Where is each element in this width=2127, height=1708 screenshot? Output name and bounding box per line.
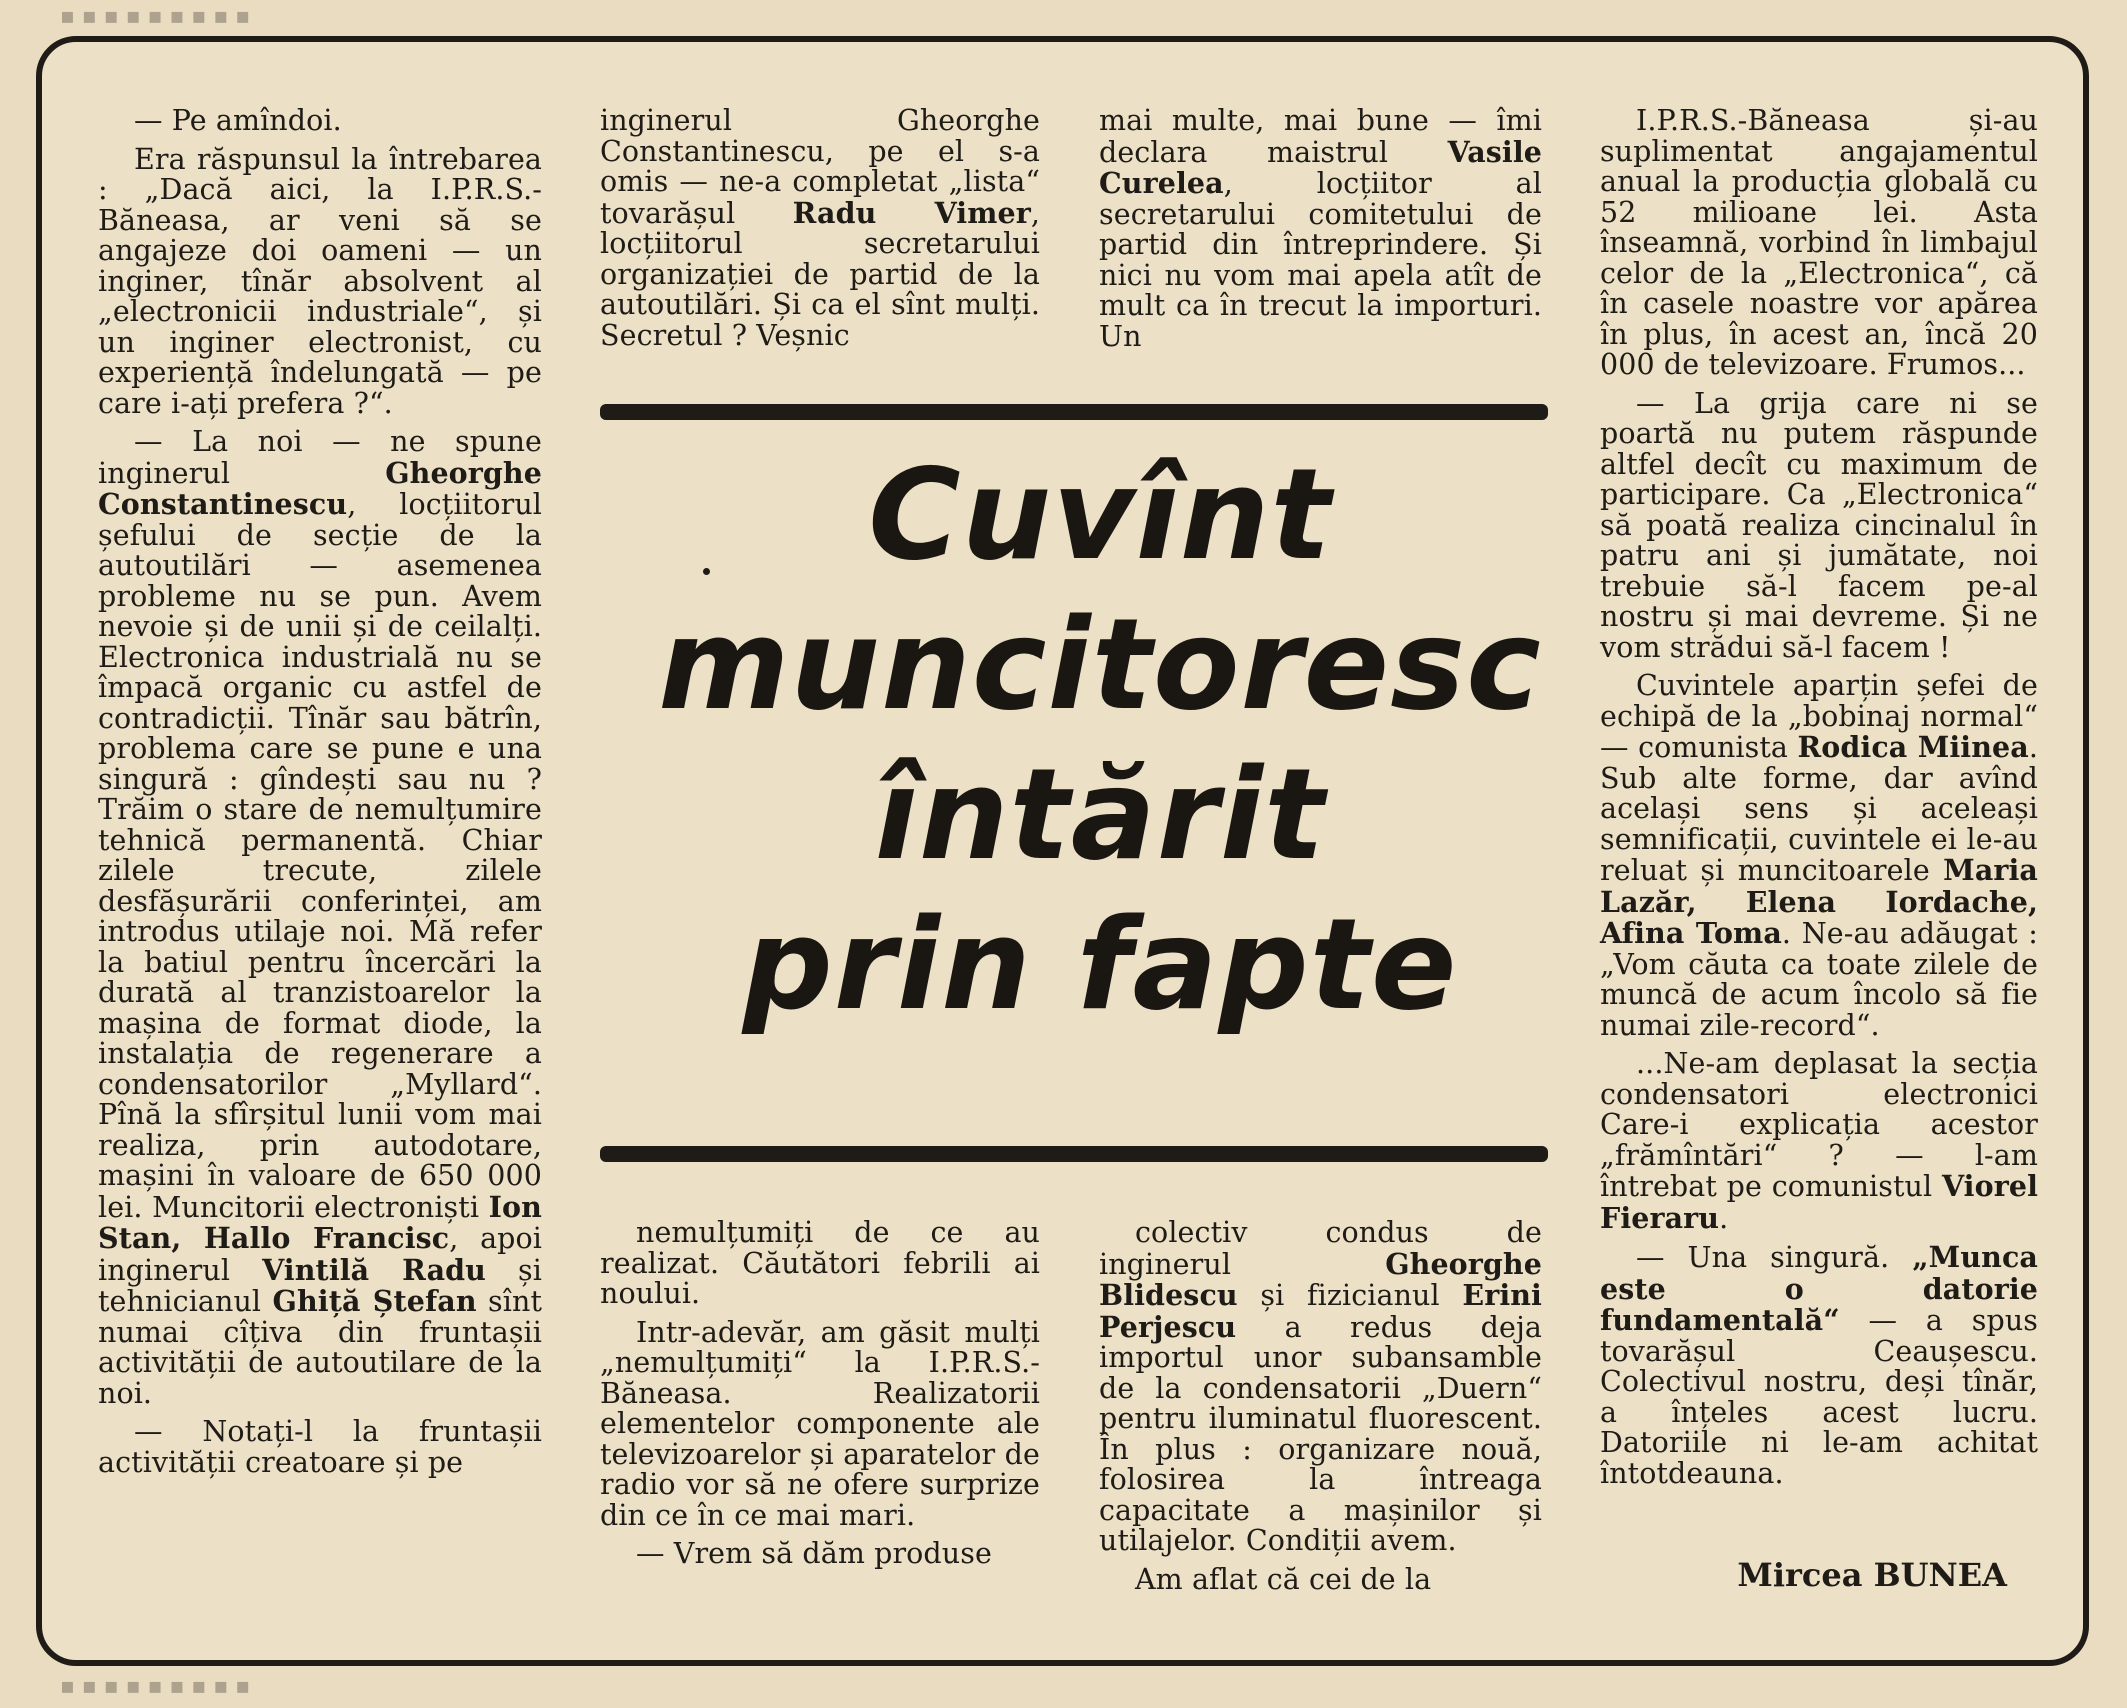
headline-line-4: prin fapte [742, 891, 1458, 1038]
paragraph: Am aflat că cei de la [1135, 1562, 1432, 1596]
paragraph: — Pe amîndoi. [134, 104, 342, 137]
headline [600, 440, 1600, 1040]
bold-name: Gheorghe Constantinescu [98, 455, 542, 521]
column-3-bottom [1099, 1218, 1542, 1595]
headline-line-2: muncitoresc [658, 591, 1542, 738]
paragraph: — La noi — ne spune inginerul Gheorghe Constantinescu, locțiitorul șefului de secție de la autoutilări — asemenea probleme nu se pun. Avem nevoie și de unii și de ceilalți. Electronica industrială nu se împacă organic cu astfel de contradicții. Tînăr sau bătrîn, problema care se pune e una singură : gîndești sau nu ? Trăim o stare de nemulțumire tehnică permanentă. Chiar zilele trecute, zilele desfășurării conferinței, am introdus utilaje noi. Mă refer la batiul pentru încercări la durată al tranzistoarelor la mașina de format diode, la instalația de regenerare a condensatorilor „Myllard“. Pînă la sfîrșitul lunii vom mai realiza, prin autodotare, mașini în valoare de 650 000 lei. Muncitorii electroniști Ion Stan, Hallo Francisc, apoi inginerul Vintilă Radu și tehnicianul Ghiță Ștefan sînt numai cîțiva din fruntașii activității de autoutilare de la noi. [98, 425, 542, 1410]
bold-name: Erini Perjescu [1099, 1278, 1542, 1344]
bold-name: Gheorghe Blidescu [1099, 1246, 1542, 1312]
bold-name: Vasile Curelea [1099, 134, 1542, 200]
column-2-bottom [600, 1218, 1040, 1570]
headline-bottom-rule [600, 1146, 1548, 1162]
paragraph: nemulțumiți de ce au realizat. Căutători febrili ai noului. [600, 1216, 1040, 1310]
column-1 [98, 106, 542, 1478]
bold-name: Maria Lazăr, Elena Iordache, Afina Toma [1600, 853, 2038, 950]
paragraph: I.P.R.S.-Băneasa și-au suplimentat angajamentul anual la producția globală cu 52 milioane lei. Asta înseamnă, vorbind în limbajul celor de la „Electronica“, că în casele noastre vor apărea în plus, în acest an, încă 20 000 de televizoare. Frumos... [1600, 104, 2038, 381]
bold-name: Ghiță Ștefan [272, 1284, 477, 1318]
paragraph: mai multe, mai bune — îmi declara maistrul Vasile Curelea, locțiitor al secretarului comitetului de partid din întreprindere. Și nici nu vom mai apela atît de mult ca în trecut la importuri. Un [1099, 104, 1542, 353]
paragraph: ...Ne-am deplasat la secția condensatori electronici Care-i explicația acestor „frămîntări“ ? — l-am întrebat pe comunistul Viorel Fieraru. [1600, 1047, 2038, 1235]
paragraph: Era răspunsul la întrebarea : „Dacă aici, la I.P.R.S.-Băneasa, ar veni să se angajeze doi oameni — un inginer, tînăr absolvent al „electronicii industriale“, și un inginer electronist, cu experiență îndelungată — pe care i-ați prefera ?“. [98, 142, 542, 420]
column-4 [1600, 106, 2038, 1489]
author-signature: Mircea BUNEA [1737, 1556, 2007, 1594]
bold-name: Viorel Fieraru [1600, 1169, 2038, 1235]
bold-name: Ion Stan, Hallo Francisc [98, 1189, 542, 1255]
bold-name: „Munca este o datorie fundamentală“ [1600, 1240, 2038, 1337]
adjacent-page-edge-top: ▪ ▪ ▪ ▪ ▪ ▪ ▪ ▪ ▪ [60, 4, 251, 29]
column-2-top [600, 106, 1040, 351]
bold-name: Radu Vimer [792, 195, 1031, 230]
column-3-top [1099, 106, 1542, 352]
paragraph: inginerul Gheorghe Constantinescu, pe el s-a omis — ne-a completat „lista“ tovarășul Radu Vimer, locțiitorul secretarului organizației de partid de la autoutilări. Și ca el sînt mulți. Secretul ? Veșnic [600, 104, 1040, 352]
bold-name: Rodica Miinea [1797, 730, 2029, 764]
headline-top-rule [600, 404, 1548, 420]
headline-line-1: Cuvînt [868, 441, 1332, 588]
paragraph: — Una singură. „Munca este o datorie fundamentală“ — a spus tovarășul Ceaușescu. Colectivul nostru, deși tînăr, a înțeles acest lucru. Datoriile ni le-am achitat întotdeauna. [1600, 1240, 2038, 1490]
paragraph: Intr-adevăr, am găsit mulți „nemulțumiți“ la I.P.R.S.-Băneasa. Realizatorii elementelor componente ale televizoarelor și aparatelor de radio vor să ne ofere surprize din ce în ce mai mari. [600, 1315, 1040, 1532]
paragraph: — La grija care ni se poartă nu putem răspunde altfel decît cu maximum de participare. Ca „Electronica“ să poată realiza cincinalul în patru ani și jumătate, noi trebuie să-l facem pe-al nostru și mai devreme. Și ne vom strădui să-l facem ! [1600, 386, 2038, 664]
bold-name: Vintilă Radu [262, 1252, 486, 1287]
paragraph: colectiv condus de inginerul Gheorghe Blidescu și fizicianul Erini Perjescu a redus deja importul unor subansamble de la condensatorii „Duern“ pentru iluminatul fluorescent. În plus : organizare nouă, folosirea la întreaga capacitate a mașinilor și utilajelor. Condiții avem. [1099, 1216, 1542, 1557]
headline-line-3: întărit [874, 741, 1326, 888]
paragraph: — Notați-l la fruntașii activității creatoare și pe [98, 1415, 542, 1479]
paragraph: — Vrem să dăm produse [636, 1537, 992, 1570]
adjacent-page-edge-bottom: ▪ ▪ ▪ ▪ ▪ ▪ ▪ ▪ ▪ [60, 1674, 251, 1699]
paragraph: Cuvintele aparțin șefei de echipă de la „bobinaj normal“ — comunista Rodica Miinea. Sub alte forme, dar avînd același sens și aceleași semnificații, cuvintele ei le-au reluat și muncitoarele Maria Lazăr, Elena Iordache, Afina Toma. Ne-au adăugat : „Vom căuta ca toate zilele de muncă de acum încolo să fie numai zile-record“. [1600, 669, 2039, 1042]
